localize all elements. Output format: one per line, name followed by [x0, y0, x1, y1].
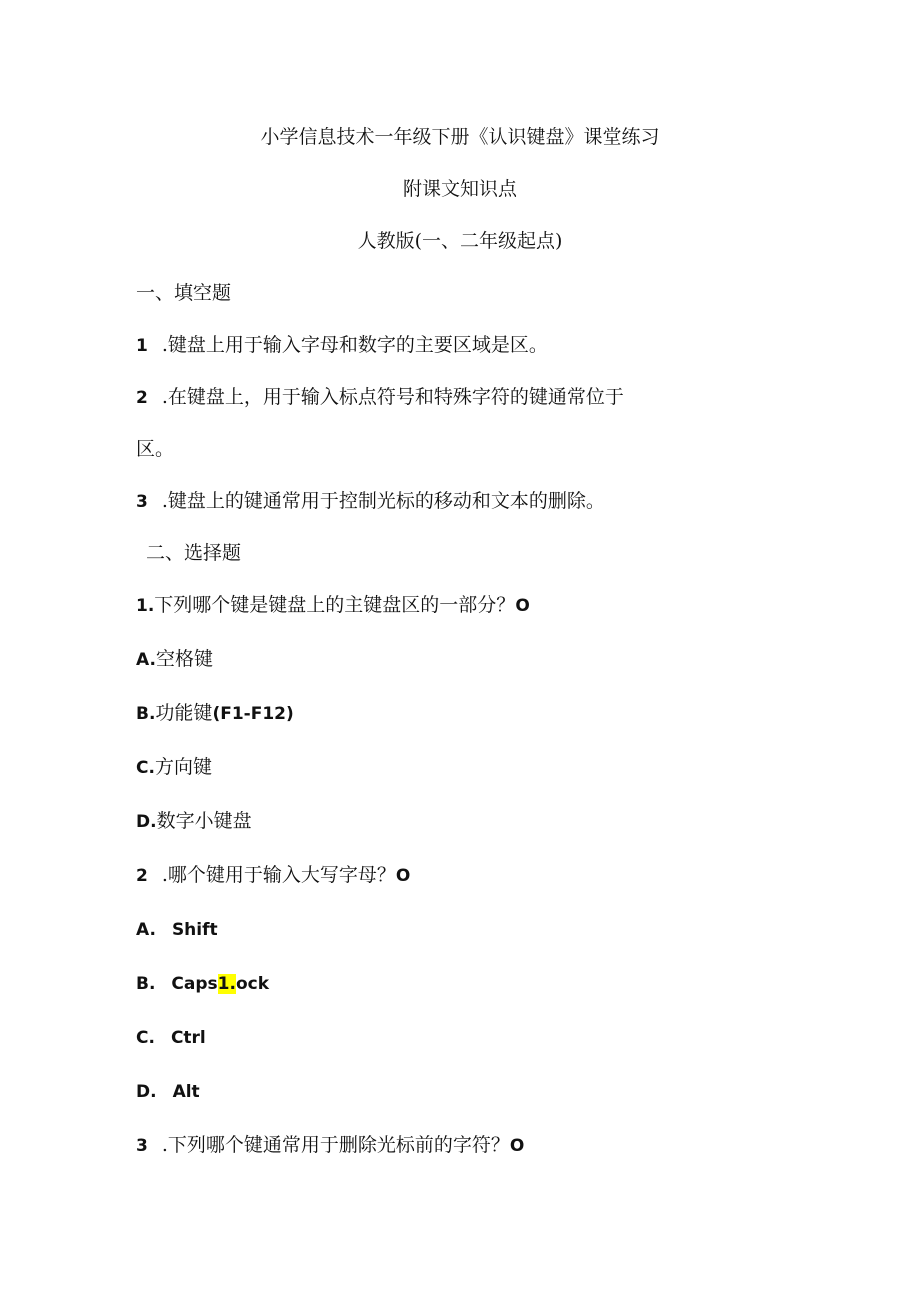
option-c	[136, 1024, 206, 1051]
option-text: Ctrl	[170, 1028, 206, 1048]
question-number: 3	[136, 492, 148, 512]
option-label: A.	[136, 920, 156, 940]
question-text: .哪个键用于输入大写字母？	[161, 864, 396, 886]
option-extra: (F1-F12)	[212, 704, 294, 724]
option-label: D.	[136, 812, 157, 832]
option-text: 数字小键盘	[156, 810, 252, 832]
question-number: 2	[136, 388, 148, 408]
option-label: D.	[136, 1082, 157, 1102]
option-a	[136, 646, 213, 673]
option-text: 方向键	[154, 756, 212, 778]
question-number: 3	[136, 1136, 148, 1156]
option-b	[136, 700, 294, 727]
question-number: 1	[136, 336, 148, 356]
section-heading-multiple-choice: 二、选择题	[146, 542, 242, 564]
question-number: 2	[136, 866, 148, 886]
option-label: B.	[136, 974, 156, 994]
option-label: A.	[136, 650, 156, 670]
fill-question-3	[136, 488, 605, 515]
section-heading-fill-in: 一、填空题	[136, 282, 232, 304]
option-label: C.	[136, 758, 155, 778]
option-a	[136, 916, 218, 943]
option-d	[136, 1078, 200, 1105]
answer-mark: O	[515, 596, 530, 616]
fill-question-2-continuation: 区。	[136, 438, 175, 460]
option-text: Alt	[172, 1082, 200, 1102]
option-c	[136, 754, 212, 781]
option-label: B.	[136, 704, 156, 724]
question-text: .键盘上的键通常用于控制光标的移动和文本的删除。	[161, 490, 605, 512]
option-text-part: Caps	[171, 974, 218, 994]
fill-question-1	[136, 332, 548, 359]
option-text: 功能键	[155, 702, 213, 724]
option-label: C.	[136, 1028, 155, 1048]
question-text: .键盘上用于输入字母和数字的主要区域是区。	[161, 334, 548, 356]
option-text: 空格键	[155, 648, 213, 670]
choice-question-1	[136, 592, 530, 619]
choice-question-3	[136, 1132, 524, 1159]
question-text: .下列哪个键通常用于删除光标前的字符？	[161, 1134, 510, 1156]
answer-mark: O	[395, 866, 411, 886]
edition-line: 人教版(一、二年级起点)	[357, 230, 563, 252]
question-text: 下列哪个键是键盘上的主键盘区的一部分？	[154, 594, 516, 616]
option-text-part: ock	[235, 974, 270, 994]
page-subtitle: 附课文知识点	[402, 178, 517, 200]
choice-question-2	[136, 862, 410, 889]
page-title: 小学信息技术一年级下册《认识键盘》课堂练习	[260, 126, 660, 148]
highlighted-text: 1.	[217, 974, 236, 994]
option-b	[136, 970, 269, 997]
option-d	[136, 808, 252, 835]
option-text: Shift	[171, 920, 218, 940]
question-text: .在键盘上，用于输入标点符号和特殊字符的键通常位于	[161, 386, 624, 408]
fill-question-2	[136, 384, 624, 411]
question-number: 1.	[136, 596, 155, 616]
answer-mark: O	[509, 1136, 525, 1156]
